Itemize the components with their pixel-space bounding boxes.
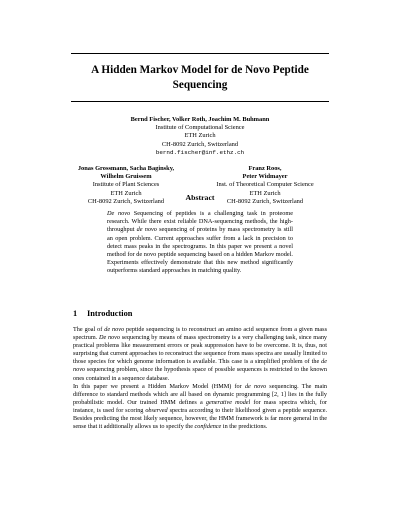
text-run: In this paper we present a Hidden Markov Model (HMM) for [73, 383, 245, 390]
affiliation-line: CH-8092 Zurich, Switzerland [87, 197, 165, 205]
text-run: in the predictions. [221, 423, 268, 431]
text-run: sequencing problem, since the hypothesis space of possible sequences is restricted to the known ones contained in a sequence database. [73, 366, 327, 382]
title-line-1: A Hidden Markov Model for de Novo Peptide [91, 64, 309, 76]
text-run: peptide sequencing is to reconstruct an amino acid sequence from a given mass spectrum. [73, 326, 327, 342]
text-run: The goal of [73, 326, 105, 333]
text-run: spectra according to their likelihood given a peptide sequence. Besides predicting the most likely sequence, however, the HMM framework is far more general in the sense that it additionally allows us to specify the [73, 407, 327, 431]
author-names: Bernd Fischer, Volker Roth, Joachim M. Buhmann [130, 116, 270, 123]
emph: de novo [73, 358, 327, 374]
author-names: Wilhelm Gruissem [100, 173, 152, 181]
title-line-2: Sequencing [172, 79, 228, 91]
affiliation-line: ETH Zurich [249, 189, 281, 197]
affiliation-line: CH-8092 Zurich, Switzerland [226, 197, 304, 205]
text-run: sequencing by means of mass spectrometry is a very challenging task, since many practical problems like measurement errors or peak suppression have to be overcome. It is, thus, not surprising that current approaches to reconstruct the sequence from mass spectra are usually limited to those species for which genome information is available. This case is a simplified problem of the [73, 334, 328, 366]
author-email: bernd.fischer@inf.ethz.ch [155, 148, 245, 156]
title-rule-top [71, 53, 329, 54]
emph: de novo [244, 383, 267, 390]
author-block-1 [110, 116, 290, 157]
emph: de novo [136, 226, 157, 234]
author-names: Jonas Grossmann, Sacha Baginsky, [77, 165, 175, 172]
emph: confidence [194, 423, 222, 431]
section-title: Introduction [87, 309, 133, 318]
section-number: 1 [73, 309, 78, 318]
text-run: for mass spectra which, for instance, is used for scoring [73, 399, 327, 415]
emph: generative model [205, 399, 251, 407]
emph: De novo [107, 210, 131, 217]
author-names: Peter Widmayer [242, 173, 288, 181]
abstract-text [107, 210, 293, 276]
body-paragraph-2 [73, 383, 327, 432]
title-rule-bottom [71, 101, 329, 102]
emph: observed [145, 407, 168, 415]
author-names: Franz Roos, [248, 165, 282, 172]
text-run: Sequencing of peptides is a challenging task in proteome research. While there exist reliable DNA-sequencing methods, the high-throughput [107, 210, 294, 234]
affiliation-line: ETH Zurich [184, 132, 216, 140]
emph: de novo [104, 326, 125, 333]
body-paragraph-1 [73, 326, 327, 383]
paper-title [70, 63, 330, 93]
abstract-heading: Abstract [185, 193, 215, 202]
section-heading [73, 309, 132, 318]
affiliation-line: Institute of Computational Science [155, 124, 245, 132]
text-run: sequencing. The main difference to standard methods which are all based on dynamic programming [2, 1] lies in the fully probabilistic model. Our trained HMM defines a [73, 383, 328, 407]
text-run: sequencing of proteins by mass spectrometry is still an open problem. Current approaches suffer from a lack in precision to detect mass peaks in the spectrograms. In this paper we present a novel method for de novo peptide sequencing based on a hidden Markov model. Experiments effectively demonstrate that this new method significantly outperforms standard approaches in matching quality. [107, 226, 293, 275]
affiliation-line: Institute of Plant Sciences [92, 181, 160, 189]
affiliation-line: ETH Zurich [110, 189, 142, 197]
affiliation-line: Inst. of Theoretical Computer Science [216, 181, 314, 189]
affiliation-line: CH-8092 Zurich, Switzerland [161, 140, 239, 148]
emph: De novo [98, 334, 120, 342]
